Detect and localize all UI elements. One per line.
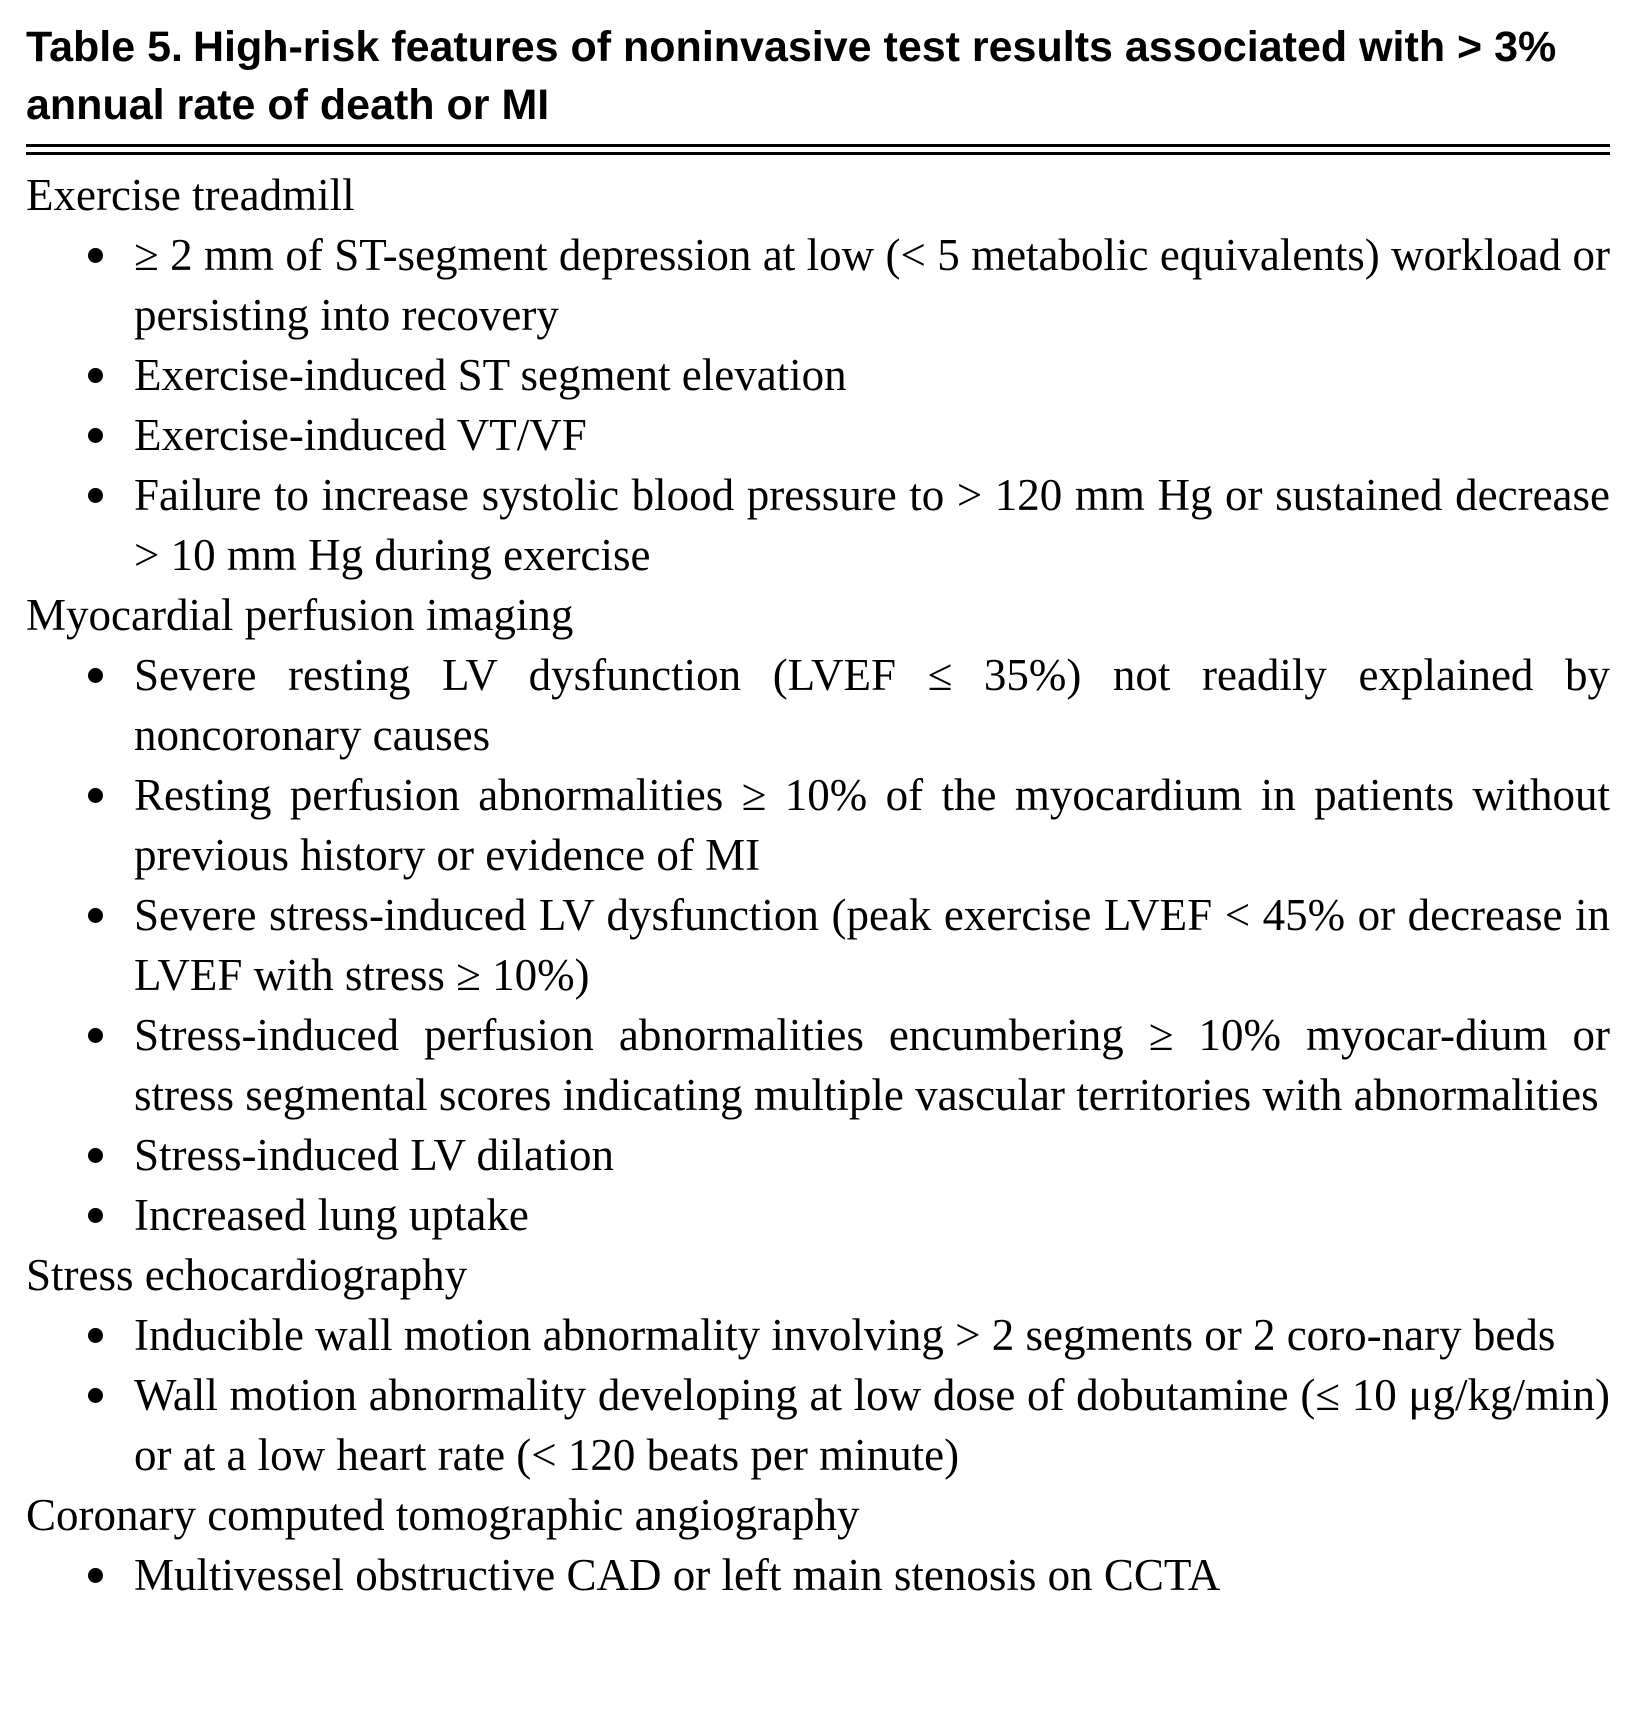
bullet-icon bbox=[88, 1028, 103, 1043]
bullet-icon bbox=[88, 248, 103, 263]
section-heading: Exercise treadmill bbox=[26, 170, 355, 220]
list-item bbox=[26, 345, 1610, 405]
bullet-icon bbox=[88, 908, 103, 923]
bullet-icon bbox=[88, 368, 103, 383]
bullet-list bbox=[26, 1545, 1610, 1605]
bullet-icon bbox=[88, 1568, 103, 1583]
list-item-text: Resting perfusion abnormalities ≥ 10% of the myocardium in patients without previous history or evidence of MI bbox=[134, 770, 1610, 880]
list-item-text: ≥ 2 mm of ST-segment depression at low (< 5 metabolic equivalents) workload or persisting into recovery bbox=[134, 230, 1610, 340]
bullet-icon bbox=[88, 1328, 103, 1343]
list-item bbox=[26, 1005, 1610, 1125]
list-item-text: Stress-induced LV dilation bbox=[134, 1130, 614, 1180]
section-coronary-ccta bbox=[26, 1485, 1610, 1605]
bullet-icon bbox=[88, 488, 103, 503]
list-item bbox=[26, 225, 1610, 345]
table-container bbox=[26, 18, 1610, 1605]
bullet-icon bbox=[88, 668, 103, 683]
table-title-text: High-risk features of noninvasive test results associated with > 3% annual rate of death or MI bbox=[26, 23, 1557, 129]
bullet-icon bbox=[88, 788, 103, 803]
list-item bbox=[26, 1545, 1610, 1605]
list-item-text: Stress-induced perfusion abnormalities encumbering ≥ 10% myocar-dium or stress segmental scores indicating multiple vascular territories with abnormalities bbox=[134, 1010, 1610, 1120]
list-item-text: Failure to increase systolic blood pressure to > 120 mm Hg or sustained decrease > 10 mm Hg during exercise bbox=[134, 470, 1610, 580]
bullet-list bbox=[26, 645, 1610, 1245]
list-item bbox=[26, 645, 1610, 765]
section-heading: Myocardial perfusion imaging bbox=[26, 590, 574, 640]
bullet-icon bbox=[88, 1208, 103, 1223]
list-item-text: Multivessel obstructive CAD or left main stenosis on CCTA bbox=[134, 1550, 1221, 1600]
list-item-text: Increased lung uptake bbox=[134, 1190, 529, 1240]
section-stress-echocardiography bbox=[26, 1245, 1610, 1485]
bullet-icon bbox=[88, 1388, 103, 1403]
section-myocardial-perfusion-imaging bbox=[26, 585, 1610, 1245]
list-item bbox=[26, 465, 1610, 585]
title-double-rule bbox=[26, 144, 1610, 155]
list-item-text: Inducible wall motion abnormality involving > 2 segments or 2 coro-nary beds bbox=[134, 1310, 1556, 1360]
bullet-list bbox=[26, 1305, 1610, 1485]
list-item-text: Exercise-induced VT/VF bbox=[134, 410, 587, 460]
section-heading: Stress echocardiography bbox=[26, 1250, 468, 1300]
bullet-list bbox=[26, 225, 1610, 585]
table-label: Table 5. bbox=[26, 23, 183, 71]
list-item bbox=[26, 1125, 1610, 1185]
section-exercise-treadmill bbox=[26, 165, 1610, 585]
list-item-text: Exercise-induced ST segment elevation bbox=[134, 350, 847, 400]
table-title bbox=[26, 18, 1610, 134]
list-item bbox=[26, 405, 1610, 465]
list-item bbox=[26, 885, 1610, 1005]
list-item bbox=[26, 765, 1610, 885]
bullet-icon bbox=[88, 428, 103, 443]
list-item bbox=[26, 1185, 1610, 1245]
list-item bbox=[26, 1305, 1610, 1365]
section-heading: Coronary computed tomographic angiography bbox=[26, 1490, 860, 1540]
list-item-text: Severe stress-induced LV dysfunction (peak exercise LVEF < 45% or decrease in LVEF with stress ≥ 10%) bbox=[134, 890, 1610, 1000]
list-item-text: Wall motion abnormality developing at low dose of dobutamine (≤ 10 μg/kg/min) or at a low heart rate (< 120 beats per minute) bbox=[134, 1370, 1610, 1480]
list-item bbox=[26, 1365, 1610, 1485]
list-item-text: Severe resting LV dysfunction (LVEF ≤ 35%) not readily explained by noncoronary causes bbox=[134, 650, 1610, 760]
table-body bbox=[26, 165, 1610, 1605]
bullet-icon bbox=[88, 1148, 103, 1163]
